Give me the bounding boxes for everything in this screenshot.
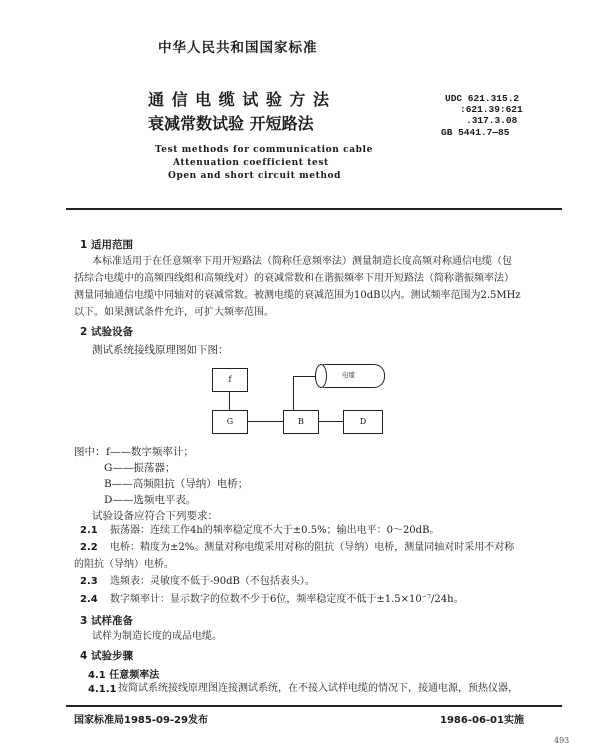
- item-2-3-number: 2.3: [80, 576, 98, 587]
- test-circuit-diagram: [200, 360, 400, 440]
- wire-g-b: [247, 421, 283, 422]
- item-4-1-1-text: 按简试系统接线原理图连接测试系统，在不接入试样电缆的情况下，接通电源，预热仪器，: [118, 683, 518, 694]
- wire-to-cable: [293, 376, 315, 377]
- frequency-counter-label: f: [228, 375, 232, 384]
- title-english-1: Test methods for communication cable: [155, 145, 373, 155]
- effective-date: 1986-06-01实施: [440, 715, 524, 726]
- item-2-3-text: 选频表：灵敏度不低于-90dB（不包括表头）。: [110, 576, 315, 587]
- item-2-2-text-cont: 的阻抗（导纳）电桥。: [74, 559, 174, 570]
- section-1-line-4: 以下。如果测试条件允许，可扩大频率范围。: [74, 307, 274, 318]
- level-meter-label: D: [359, 417, 367, 426]
- title-english-3: Open and short circuit method: [168, 171, 342, 181]
- item-2-2-text: 电桥：精度为±2%。测量对称电缆采用对称的阻抗（导纳）电桥，测量同轴对时采用不对称: [110, 542, 515, 553]
- wire-f-g: [229, 392, 230, 410]
- section-3-heading: 3 试样准备: [80, 615, 133, 627]
- frequency-counter-box: [212, 368, 248, 392]
- item-2-4-number: 2.4: [80, 594, 98, 605]
- page-number: 493: [554, 736, 570, 745]
- standard-authority: 中华人民共和国国家标准: [158, 40, 318, 56]
- section-1-line-1: 本标准适用于在任意频率下用开短路法（简称任意频率法）测量制造长度高频对称通信电缆（包: [92, 256, 512, 267]
- bridge-label: B: [298, 417, 304, 426]
- section-1-line-2: 括综合电缆中的高频四线组和高频线对）的衰减常数和在谐振频率下用开短路法（简称谐振频率法）: [74, 273, 514, 284]
- section-4-heading: 4 试验步骤: [80, 650, 133, 662]
- udc-line-3: .317.3.08: [466, 115, 518, 126]
- oscillator-box: [212, 410, 248, 434]
- legend-item-f: f——数字频率计；: [106, 446, 194, 458]
- legend-item-d: D——选频电平表。: [104, 494, 197, 506]
- item-4-1-1-number: 4.1.1: [88, 684, 117, 695]
- header-divider: [66, 208, 562, 210]
- item-2-2-number: 2.2: [80, 542, 98, 553]
- title-english-2: Attenuation coefficient test: [173, 158, 329, 168]
- title-chinese-line2: 衰减常数试验 开短路法: [148, 114, 314, 133]
- oscillator-label: G: [226, 417, 234, 426]
- section-3-text: 试样为制造长度的成品电缆。: [92, 631, 222, 642]
- section-1-heading: 1 适用范围: [80, 239, 133, 251]
- title-chinese-line1: 通 信 电 缆 试 验 方 法: [148, 90, 330, 109]
- section-1-line-3: 测量同轴通信电缆中同轴对的衰减常数。被测电缆的衰减范围为10dB以内。测试频率范围为2.5MHz: [74, 290, 521, 301]
- cable-label: 电缆: [342, 371, 355, 379]
- item-2-1-number: 2.1: [80, 525, 98, 536]
- item-2-4-text: 数字频率计：显示数字的位数不少于6位，频率稳定度不低于±1.5×10⁻⁷/24h。: [110, 594, 464, 605]
- section-2-intro: 测试系统接线原理图如下图：: [92, 344, 229, 356]
- udc-line-2: :621.39:621: [460, 104, 523, 115]
- approval-date: 国家标准局1985-09-29发布: [74, 715, 208, 726]
- legend-title: 图中：: [74, 446, 106, 458]
- section-2-heading: 2 试验设备: [80, 326, 133, 338]
- wire-b-up: [293, 376, 294, 411]
- udc-line-1: UDC 621.315.2: [445, 93, 520, 104]
- legend-item-b: B——高频阻抗（导纳）电桥；: [104, 478, 249, 490]
- cable-shape: [315, 364, 385, 388]
- item-2-1-text: 振荡器：连续工作4h的频率稳定度不大于±0.5%；输出电平：0～20dB。: [110, 525, 440, 536]
- requirements-intro: 试验设备应符合下列要求：: [92, 510, 218, 522]
- bridge-box: [283, 410, 319, 434]
- wire-b-d: [317, 421, 343, 422]
- gb-number: GB 5441.7—85: [441, 127, 510, 138]
- section-4-1-heading: 4.1 任意频率法: [88, 670, 160, 681]
- cable-end-ellipse: [315, 364, 327, 388]
- level-meter-box: [343, 410, 383, 434]
- legend-item-g: G——振荡器；: [104, 462, 176, 474]
- footer-divider: [66, 705, 562, 707]
